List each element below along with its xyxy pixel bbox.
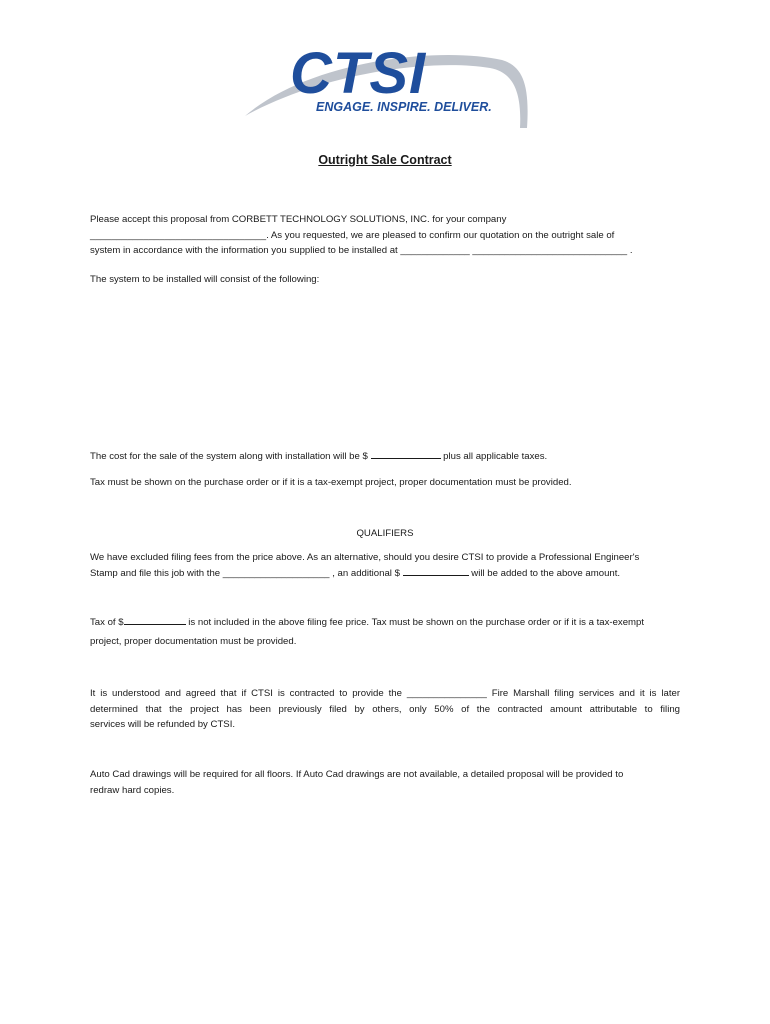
cost-line [90, 449, 680, 465]
intro-line-1: Please accept this proposal from CORBETT TECHNOLOGY SOLUTIONS, INC. for your company [90, 214, 507, 225]
tax-of-line-1 [90, 615, 680, 631]
install-location-blank: _____________ _____________________________ [400, 245, 628, 256]
intro-line-3 [90, 243, 680, 259]
fire-marshall-paragraph [90, 686, 680, 733]
company-blank: _________________________________ [90, 229, 267, 241]
tax-of-before: Tax of $ [90, 617, 124, 628]
tax-line: Tax must be shown on the purchase order or if it is a tax-exempt project, proper documentation must be provided. [90, 477, 572, 488]
fire-marshall-line-2: determined that the project has been previously filed by others, only 50% of the contracted amount attributable to filing [90, 703, 680, 715]
fire-marshall-blank: _______________ [406, 688, 487, 699]
filing-line-2-c: will be added to the above amount. [471, 567, 621, 579]
cost-text-after: plus all applicable taxes. [443, 451, 548, 462]
qualifiers-heading: QUALIFIERS [356, 528, 414, 539]
ctsi-logo [240, 38, 530, 130]
filing-line-2-b: , an additional $ [332, 567, 400, 579]
intro-line-2 [90, 228, 680, 244]
ctsi-logo-graphic [240, 38, 530, 130]
tax-of-line-2: project, proper documentation must be provided. [90, 635, 297, 647]
logo-brand-text: CTSI [290, 41, 427, 106]
page-title: Outright Sale Contract [318, 153, 452, 167]
filing-line-1: We have excluded filing fees from the price above. As an alternative, should you desire CTSI to provide a Professional Engineer's [90, 552, 640, 563]
logo-tagline-text: ENGAGE. INSPIRE. DELIVER. [316, 100, 492, 114]
fire-marshall-line-1-a: It is understood and agreed that if CTSI is contracted to provide the [90, 688, 402, 699]
fire-marshall-line-1-b: Fire Marshall filing services and it is later [491, 688, 681, 699]
filing-line-2-a: Stamp and file this job with the [90, 567, 221, 579]
intro-line-3-text: system in accordance with the information you supplied to be installed at [90, 245, 398, 256]
cost-amount-blank [371, 449, 441, 459]
intro-line-2-text: . As you requested, we are pleased to confirm our quotation on the outright sale of [266, 229, 615, 241]
cost-text-before: The cost for the sale of the system along with installation will be $ [90, 451, 368, 462]
intro-line-3-end: . [629, 245, 633, 256]
autocad-line-2: redraw hard copies. [90, 784, 175, 796]
filing-entity-blank: ____________________ [222, 567, 330, 579]
system-line: The system to be installed will consist of the following: [90, 274, 320, 285]
filing-paragraph [90, 550, 680, 581]
tax-of-after: is not included in the above filing fee price. Tax must be shown on the purchase order or if it is a tax-exempt [188, 617, 645, 628]
autocad-paragraph [90, 767, 680, 798]
tax-of-amount-blank [124, 615, 186, 625]
filing-line-2 [90, 566, 680, 582]
filing-amount-blank [403, 566, 469, 576]
fire-marshall-line-3: services will be refunded by CTSI. [90, 719, 236, 730]
intro-paragraph [90, 212, 680, 259]
autocad-line-1: Auto Cad drawings will be required for all floors. If Auto Cad drawings are not available, a detailed proposal will be provided to [90, 769, 624, 780]
tax-of-paragraph [90, 615, 680, 649]
fire-marshall-line-1 [90, 686, 680, 702]
